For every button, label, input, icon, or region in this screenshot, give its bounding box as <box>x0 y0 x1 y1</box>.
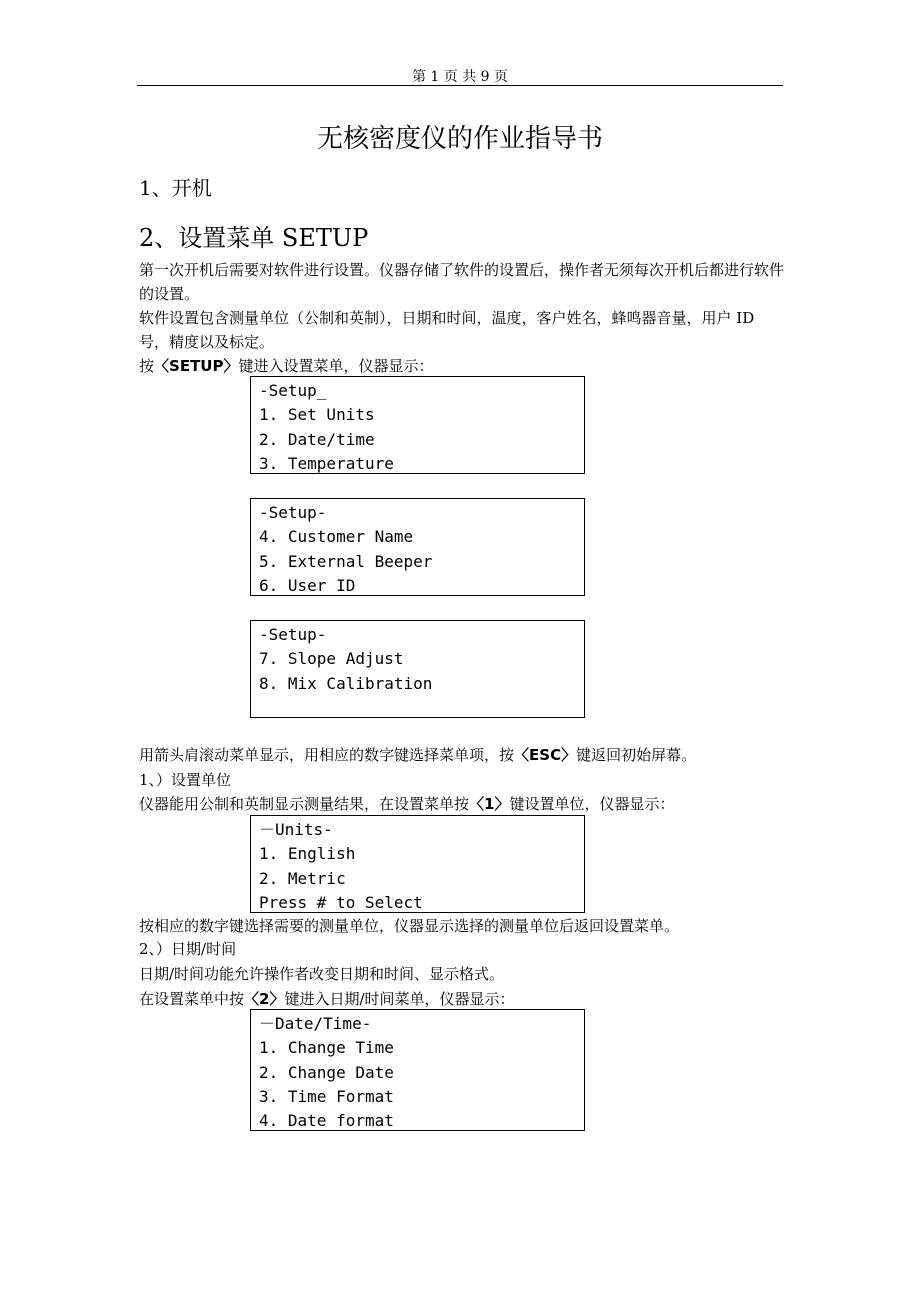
paragraph-units-select: 按相应的数字键选择需要的测量单位，仪器显示选择的测量单位后返回设置菜单。 <box>139 917 680 935</box>
paragraph-navigation <box>139 743 787 767</box>
screen-line <box>259 696 584 720</box>
screen-line: -Setup- <box>259 625 327 644</box>
screen-line: Press # to Select <box>259 892 423 912</box>
key-2: 〈2〉 <box>244 990 285 1008</box>
display-screen-units <box>250 815 585 913</box>
document-title: 无核密度仪的作业指导书 <box>316 124 603 154</box>
header-rule <box>137 85 783 86</box>
paragraph-date-time: 日期/时间功能允许操作者改变日期和时间、显示格式。 <box>139 965 505 983</box>
screen-line: 3. Temperature <box>259 453 394 473</box>
screen-line: 3. Time Format <box>259 1086 394 1106</box>
display-screen-setup-1 <box>250 376 585 474</box>
paragraph-units <box>139 792 787 816</box>
screen-line: 4. Customer Name <box>259 527 414 547</box>
paragraph-setup-key <box>139 354 787 378</box>
text-post: 键返回初始屏幕。 <box>576 746 697 764</box>
screen-line: 1. Set Units <box>259 405 375 425</box>
paragraph-intro: 第一次开机后需要对软件进行设置。仪器存储了软件的设置后，操作者无须每次开机后都进行软件的设置。 <box>139 261 785 303</box>
display-screen-setup-2 <box>250 498 585 596</box>
screen-line: 2. Date/time <box>259 429 375 449</box>
key-setup: 〈SETUP〉 <box>154 357 239 375</box>
text-pre: 仪器能用公制和英制显示测量结果，在设置菜单按 <box>139 795 470 813</box>
screen-line: 8. Mix Calibration <box>259 673 433 693</box>
text-pre: 用箭头肩滚动菜单显示，用相应的数字键选择菜单项，按 <box>139 746 515 764</box>
screen-line: －Date/Time- <box>259 1014 372 1033</box>
subheading-date-time: 2、）日期/时间 <box>139 940 237 958</box>
page-header: 第 1 页 共 9 页 <box>411 69 509 85</box>
screen-line: 2. Metric <box>259 868 346 888</box>
screen-line: 6. User ID <box>259 575 356 595</box>
screen-line: 1. Change Time <box>259 1038 394 1058</box>
display-screen-setup-3 <box>250 620 585 718</box>
display-screen-date-time <box>250 1009 585 1131</box>
screen-line: -Setup- <box>259 503 327 522</box>
key-1: 〈1〉 <box>469 795 510 813</box>
screen-line: 5. External Beeper <box>259 551 433 571</box>
section-heading-setup: 2、设置菜单 SETUP <box>139 224 369 252</box>
text-post: 键进入设置菜单，仪器显示： <box>238 357 434 375</box>
paragraph-settings-list: 软件设置包含测量单位（公制和英制），日期和时间，温度，客户姓名，蜂鸣器音量，用户 ID 号，精度以及标定。 <box>139 309 755 351</box>
text-post: 键进入日期/时间菜单，仪器显示： <box>284 990 515 1008</box>
screen-line: 2. Change Date <box>259 1062 394 1082</box>
text-post: 键设置单位，仪器显示： <box>509 795 675 813</box>
screen-line: －Units- <box>259 820 333 839</box>
paragraph-date-time-key <box>139 987 787 1011</box>
key-esc: 〈ESC〉 <box>514 746 577 764</box>
text-pre: 按 <box>139 357 155 375</box>
screen-line: -Setup_ <box>259 381 327 400</box>
screen-line: 1. English <box>259 844 356 864</box>
subheading-units: 1、）设置单位 <box>139 771 232 789</box>
screen-line: 4. Date format <box>259 1111 394 1131</box>
screen-line: 7. Slope Adjust <box>259 649 404 669</box>
text-pre: 在设置菜单中按 <box>139 990 245 1008</box>
section-heading-power-on: 1、开机 <box>139 176 212 200</box>
